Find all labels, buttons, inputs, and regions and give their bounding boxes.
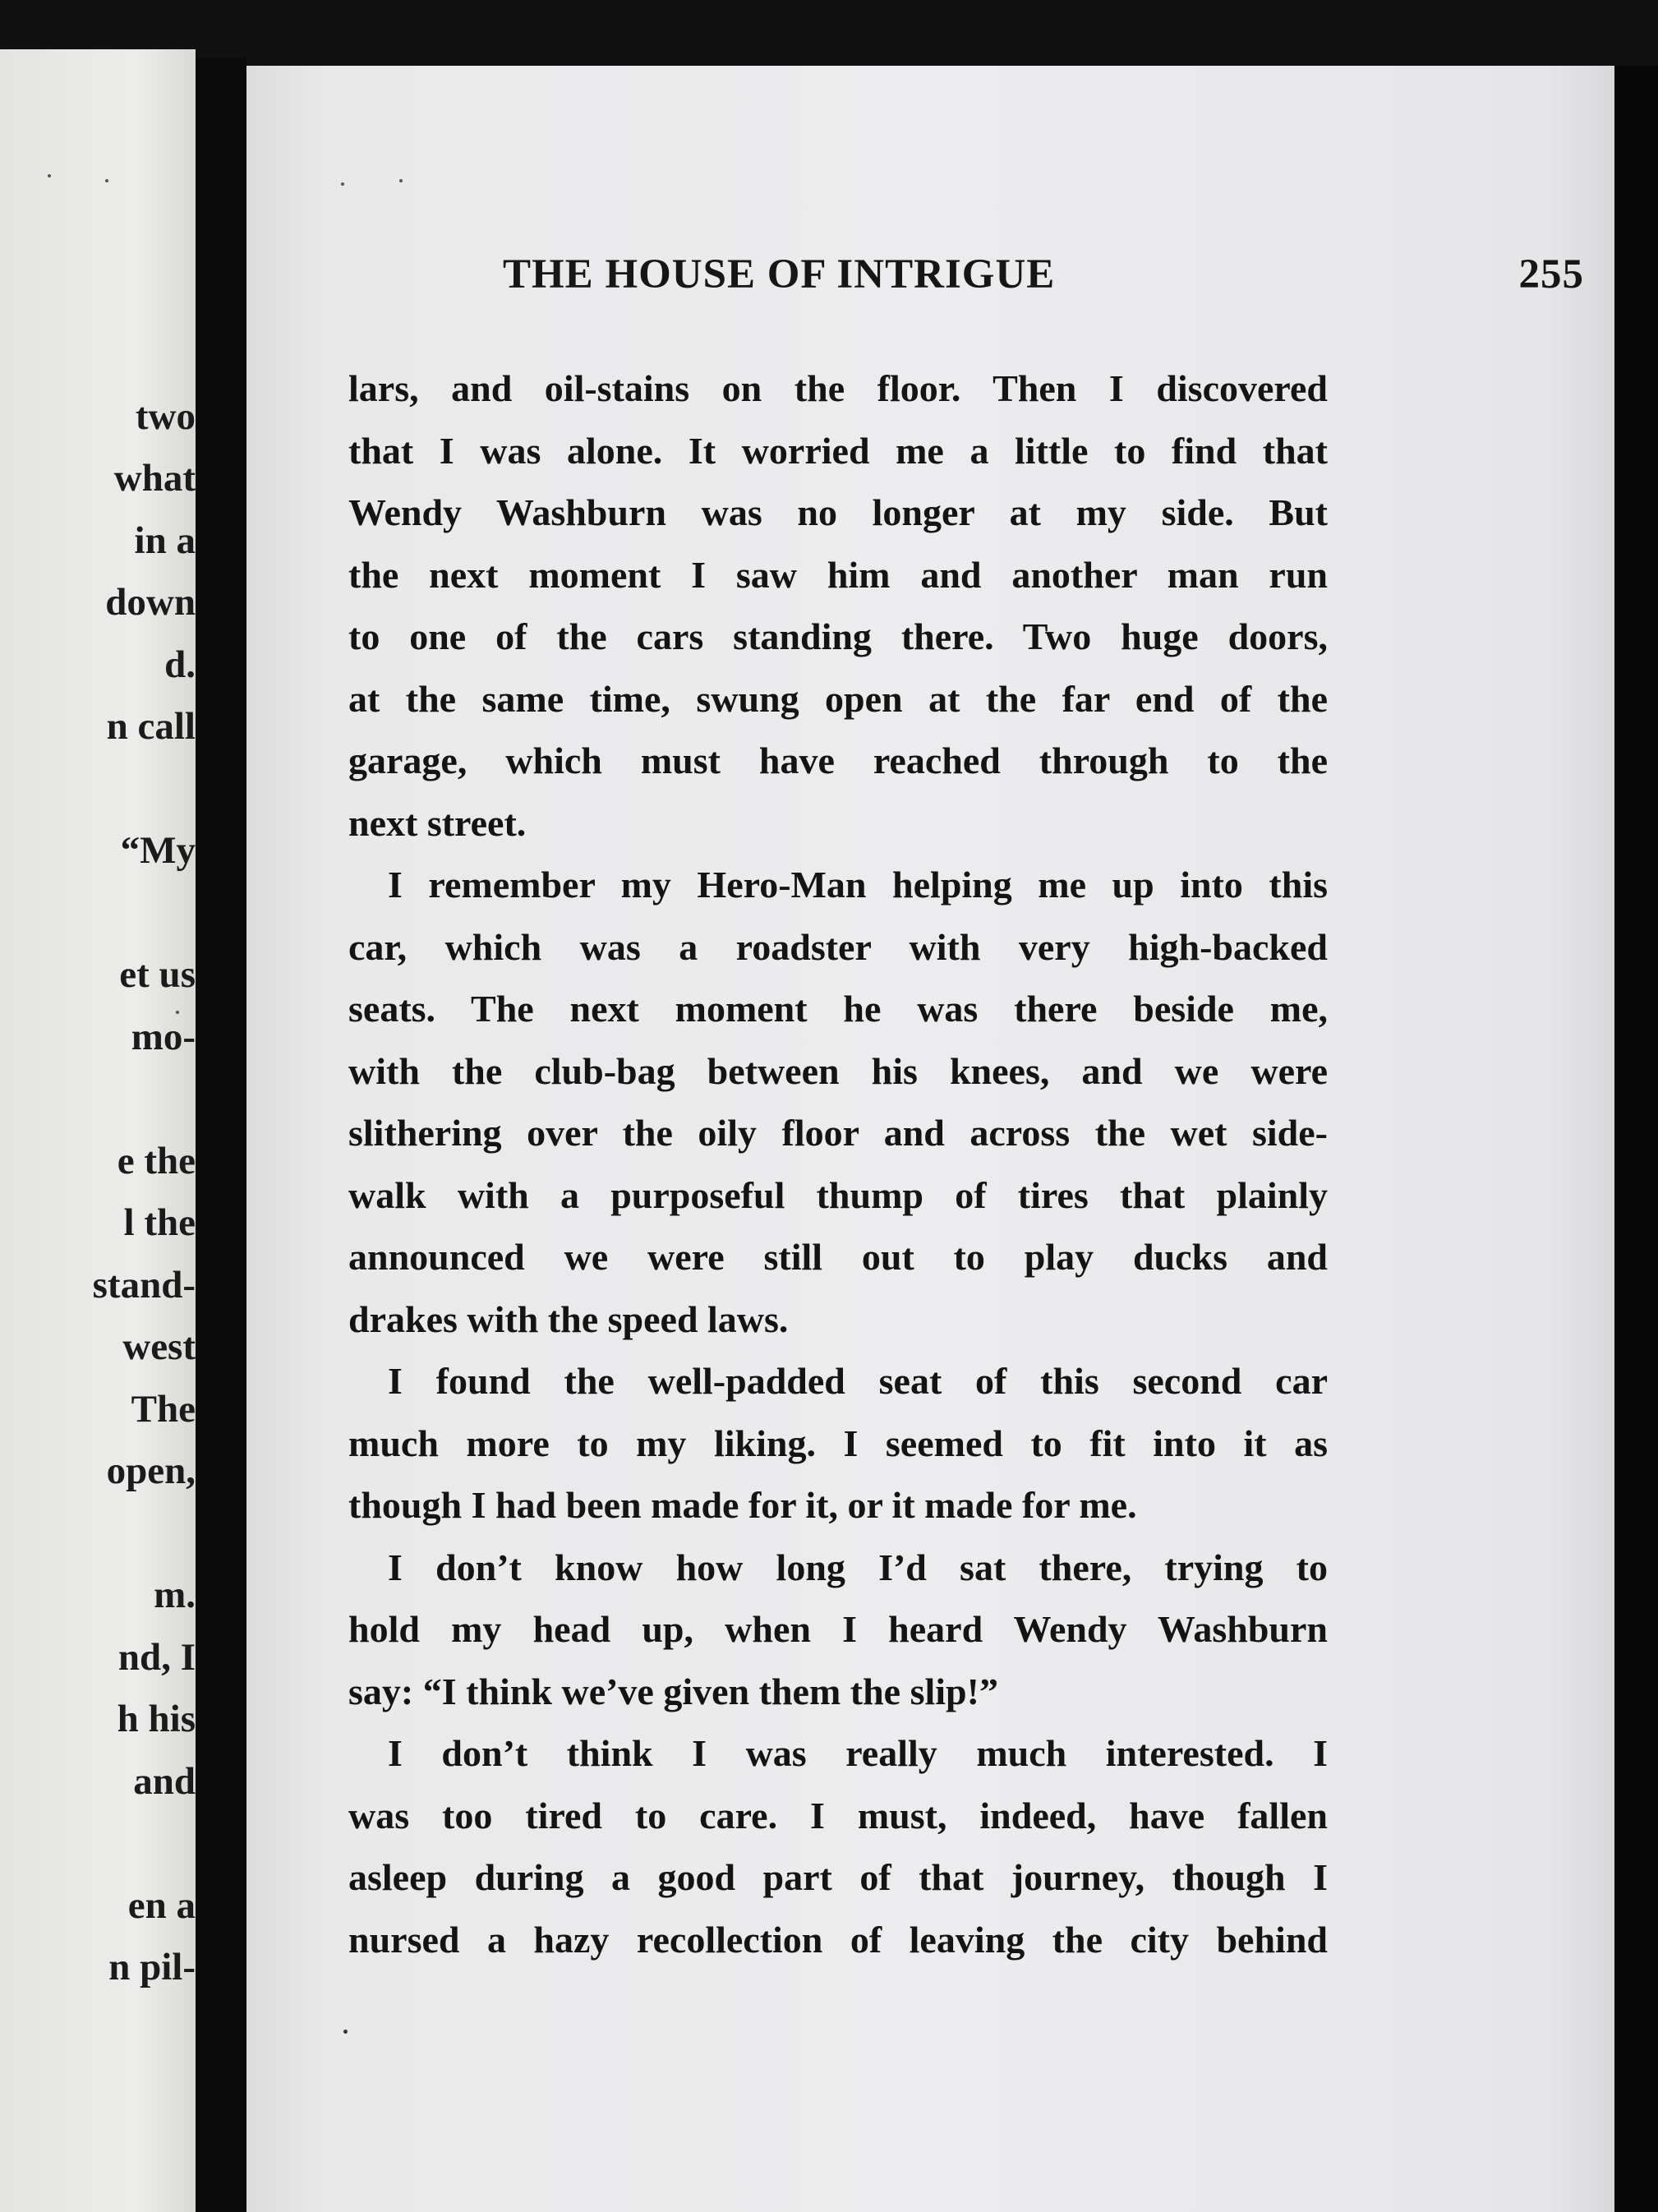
text-line: I don’t know how long I’d sat there, trying to [388, 1546, 1328, 1588]
scan-border [1614, 66, 1658, 2212]
scan-speck [343, 2030, 348, 2034]
left-line: n call [106, 705, 196, 748]
book-gutter [196, 58, 246, 2212]
text-line: announced we were still out to play ducks and [348, 1236, 1328, 1278]
left-line: and [133, 1760, 196, 1803]
left-line: e the [117, 1140, 196, 1182]
text-line: Wendy Washburn was no longer at my side. But [348, 491, 1328, 533]
text-line: was too tired to care. I must, indeed, have fallen [348, 1794, 1328, 1836]
left-line: two [135, 395, 196, 438]
left-facing-page [0, 49, 196, 2212]
text-line: seats. The next moment he was there beside me, [348, 988, 1328, 1030]
page-number: 255 [1518, 251, 1584, 297]
text-line: much more to my liking. I seemed to fit into it as [348, 1422, 1328, 1464]
left-line: what [113, 457, 196, 500]
text-line: I found the well-padded seat of this second car [388, 1360, 1328, 1402]
left-line: l the [123, 1201, 196, 1244]
left-line: open, [106, 1449, 196, 1492]
left-line: down [105, 581, 196, 624]
running-title: THE HOUSE OF INTRIGUE [503, 251, 1056, 297]
text-line: garage, which must have reached through to the [348, 740, 1328, 781]
text-line: slithering over the oily floor and across the wet side- [348, 1112, 1328, 1154]
left-line: m. [154, 1574, 196, 1616]
text-line: though I had been made for it, or it made for me. [348, 1484, 1137, 1526]
left-line: west [122, 1325, 196, 1368]
left-line: en a [127, 1884, 196, 1927]
left-line: stand- [92, 1264, 196, 1306]
left-line: “My [120, 829, 196, 872]
text-line: nursed a hazy recollection of leaving the city behind [348, 1918, 1328, 1961]
text-line: lars, and oil-stains on the floor. Then I discovered [348, 367, 1328, 409]
text-line: I remember my Hero-Man helping me up into this [388, 864, 1328, 906]
text-line: the next moment I saw him and another man run [348, 553, 1328, 596]
left-line: nd, I [117, 1636, 196, 1679]
left-page-text-fragments [0, 49, 196, 2212]
text-line: hold my head up, when I heard Wendy Washburn [348, 1608, 1328, 1650]
text-line: drakes with the speed laws. [348, 1297, 789, 1340]
text-line: with the club-bag between his knees, and we were [348, 1049, 1328, 1092]
scan-speck [176, 1011, 179, 1014]
book-page [246, 66, 1614, 2212]
left-line: h his [117, 1698, 196, 1740]
left-line: mo- [131, 1016, 196, 1058]
text-line: that I was alone. It worried me a little to find that [348, 429, 1328, 472]
text-line: at the same time, swung open at the far end of the [348, 677, 1328, 720]
text-line: asleep during a good part of that journey, though I [348, 1856, 1328, 1898]
scan-speck [399, 179, 403, 182]
text-line: next street. [348, 801, 527, 844]
scan-speck [341, 182, 344, 186]
text-line: walk with a purposeful thump of tires that plainly [348, 1173, 1328, 1216]
running-head [503, 251, 1584, 316]
text-line: I don’t think I was really much interested. I [388, 1732, 1328, 1774]
scan-speck [105, 179, 108, 182]
left-line: n pil- [108, 1946, 196, 1988]
left-line: The [131, 1388, 196, 1431]
body-text [348, 357, 1328, 1970]
text-line: car, which was a roadster with very high-backed [348, 925, 1328, 968]
text-line: to one of the cars standing there. Two huge doors, [348, 615, 1328, 657]
scan-speck [48, 174, 51, 177]
text-line: say: “I think we’ve given them the slip!” [348, 1670, 998, 1712]
left-line: d. [164, 643, 196, 686]
left-line: in a [134, 519, 196, 562]
left-line: et us [119, 953, 196, 996]
